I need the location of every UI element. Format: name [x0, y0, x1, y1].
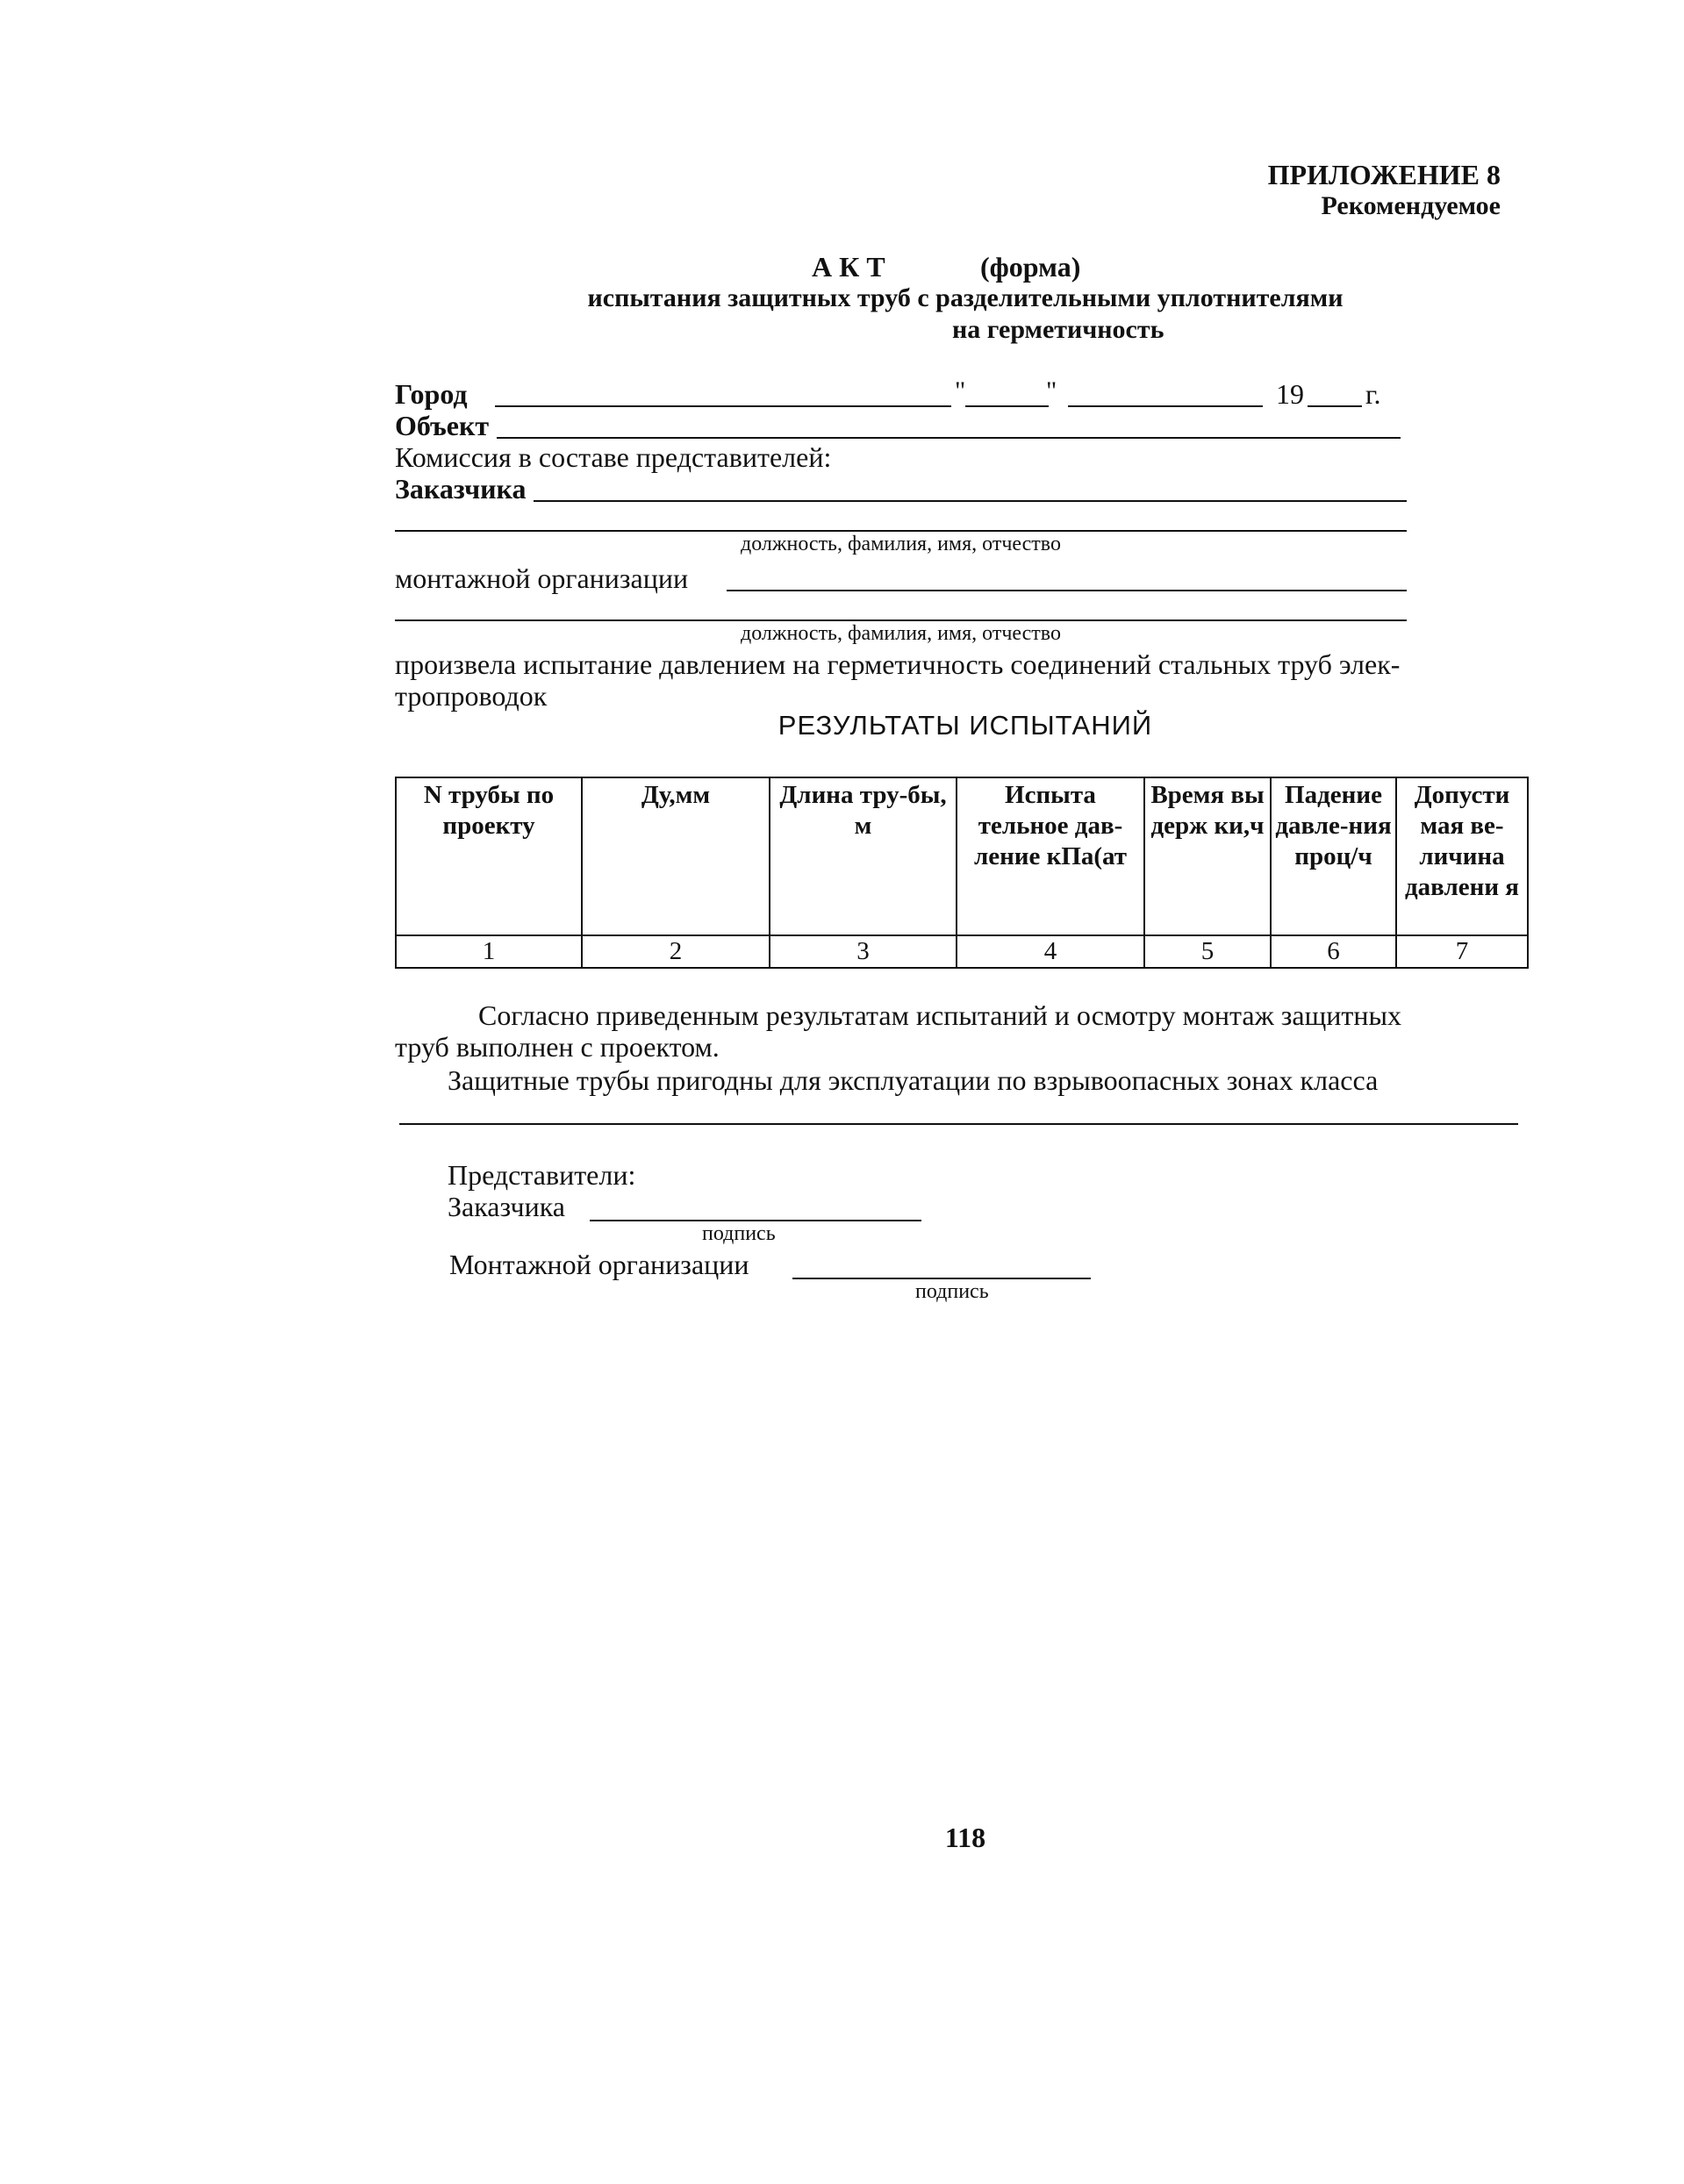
year-suffix: г.: [1365, 378, 1381, 410]
year-prefix: 19: [1276, 378, 1304, 410]
column-header: Испыта тельное дав-ление кПа(ат: [957, 777, 1144, 935]
column-number: 7: [1396, 935, 1528, 968]
customer-signature-hint: подпись: [702, 1222, 776, 1245]
installer-field[interactable]: [727, 590, 1407, 591]
sign-installer-label: Монтажной организации: [449, 1249, 749, 1280]
test-description-line1: произвела испытание давлением на герметичность соединений стальных труб элек-: [395, 648, 1401, 680]
day-field[interactable]: [965, 405, 1049, 407]
column-header: Допусти мая ве-личина давлени я: [1396, 777, 1528, 935]
commission-text: Комиссия в составе представителей:: [395, 441, 832, 473]
act-subtitle-2: на герметичность: [952, 315, 1164, 344]
representatives-label: Представители:: [448, 1159, 636, 1191]
column-header: Ду,мм: [582, 777, 770, 935]
sign-customer-label: Заказчика: [448, 1191, 565, 1222]
city-label: Город: [395, 378, 468, 410]
table-header-row: [396, 777, 1528, 935]
object-field[interactable]: [497, 437, 1401, 439]
column-number: 4: [957, 935, 1144, 968]
column-header: Время вы держ ки,ч: [1144, 777, 1271, 935]
conclusion-line3: Защитные трубы пригодны для эксплуатации по взрывоопасных зонах класса: [448, 1064, 1379, 1096]
appendix-label: ПРИЛОЖЕНИЕ 8: [1267, 159, 1501, 190]
column-header: N трубы по проекту: [396, 777, 582, 935]
customer-field[interactable]: [534, 500, 1407, 502]
installer-label: монтажной организации: [395, 562, 689, 594]
zone-class-field[interactable]: [399, 1123, 1518, 1125]
installer-signature-hint: подпись: [915, 1280, 989, 1303]
page-number: 118: [944, 1822, 986, 1853]
installer-hint: должность, фамилия, имя, отчество: [741, 622, 1061, 645]
test-description-line2: тропроводок: [395, 680, 548, 712]
column-number: 3: [770, 935, 957, 968]
column-number: 1: [396, 935, 582, 968]
table-row: [396, 935, 1528, 968]
object-label: Объект: [395, 410, 490, 441]
conclusion-line2: труб выполнен с проектом.: [395, 1031, 720, 1063]
results-table: [395, 777, 1529, 969]
quote-close: ": [1046, 376, 1057, 405]
customer-label: Заказчика: [395, 473, 527, 505]
year-field[interactable]: [1308, 405, 1362, 407]
akt-title: А К Т: [812, 251, 885, 283]
act-subtitle: испытания защитных труб с разделительными уплотнителями: [587, 283, 1344, 312]
column-header: Длина тру-бы, м: [770, 777, 957, 935]
city-field[interactable]: [495, 405, 951, 407]
column-number: 6: [1271, 935, 1396, 968]
column-number: 5: [1144, 935, 1271, 968]
column-number: 2: [582, 935, 770, 968]
column-header: Падение давле-ния проц/ч: [1271, 777, 1396, 935]
quote-open: ": [955, 376, 966, 405]
results-heading: РЕЗУЛЬТАТЫ ИСПЫТАНИЙ: [778, 710, 1153, 741]
forma-label: (форма): [980, 251, 1081, 283]
month-field[interactable]: [1068, 405, 1263, 407]
conclusion-line1: Согласно приведенным результатам испытаний и осмотру монтаж защитных: [478, 999, 1401, 1031]
recommended-label: Рекомендуемое: [1321, 191, 1501, 220]
customer-hint: должность, фамилия, имя, отчество: [741, 533, 1061, 555]
